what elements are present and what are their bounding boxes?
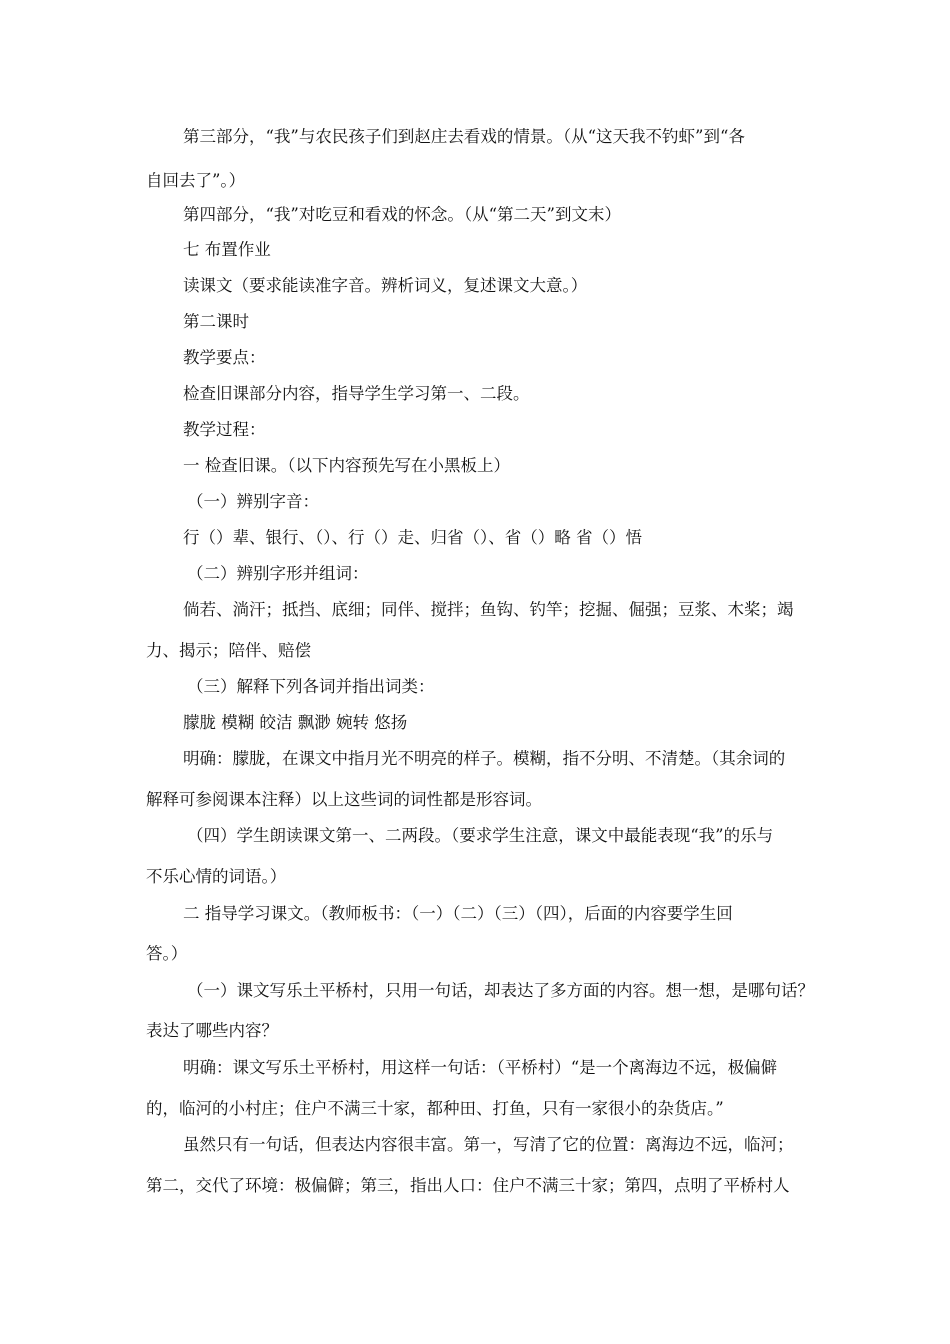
line-16: （三）解释下列各词并指出词类： [187,677,435,696]
line-12: 行（）辈、银行、（）、行（）走、归省（）、省（）略 省（）悟 [183,528,642,547]
line-24: （一）课文写乐土平桥村，只用一句话，却表达了多方面的内容。想一想，是哪句话？ [187,981,814,1000]
line-7: 教学要点： [183,348,266,367]
line-1: 第三部分，“我”与农民孩子们到赵庄去看戏的情景。（从“这天我不钓虾”到“各 [183,127,745,146]
line-13: （二）辨别字形并组词： [187,564,369,583]
line-17: 朦胧 模糊 皎洁 飘渺 婉转 悠扬 [183,713,408,732]
lesson-heading: 第二课时 [183,312,249,331]
line-28: 虽然只有一句话，但表达内容很丰富。第一，写清了它的位置：离海边不远，临河； [183,1135,794,1154]
line-18: 明确：朦胧，在课文中指月光不明亮的样子。模糊，指不分明、不清楚。（其余词的 [183,749,786,768]
section-heading: 二 指导学习课文。（教师板书：（一）（二）（三）（四），后面的内容要学生回 [183,904,733,923]
line-5: 读课文（要求能读准字音。辨析词义，复述课文大意。） [183,276,588,295]
line-23: 答。） [146,944,188,963]
line-2: 自回去了”。） [146,171,246,190]
line-15: 力、揭示；陪伴、赔偿 [146,641,311,660]
line-8: 检查旧课部分内容，指导学生学习第一、二段。 [183,384,530,403]
line-3: 第四部分，“我”对吃豆和看戏的怀念。（从“第二天”到文末） [183,205,621,224]
line-20: （四）学生朗读课文第一、二两段。（要求学生注意，课文中最能表现“我”的乐与 [187,826,774,845]
line-21: 不乐心情的词语。） [146,867,287,886]
line-29: 第二，交代了环境：极偏僻；第三，指出人口：住户不满三十家；第四，点明了平桥村人 [146,1176,790,1195]
line-19: 解释可参阅课本注释）以上这些词的词性都是形容词。 [146,790,542,809]
line-9: 教学过程： [183,420,266,439]
line-25: 表达了哪些内容？ [146,1021,278,1040]
line-14: 倘若、淌汗；抵挡、底细；同伴、搅拌；鱼钩、钓竿；挖掘、倔强；豆浆、木桨；竭 [183,600,794,619]
line-27: 的，临河的小村庄；住户不满三十家，都种田、打鱼，只有一家很小的杂货店。” [146,1099,724,1118]
line-11: （一）辨别字音： [187,492,319,511]
section-heading: 一 检查旧课。（以下内容预先写在小黑板上） [183,456,510,475]
line-26: 明确：课文写乐土平桥村，用这样一句话：（平桥村）“是一个离海边不远，极偏僻 [183,1058,778,1077]
section-heading: 七 布置作业 [183,240,271,259]
